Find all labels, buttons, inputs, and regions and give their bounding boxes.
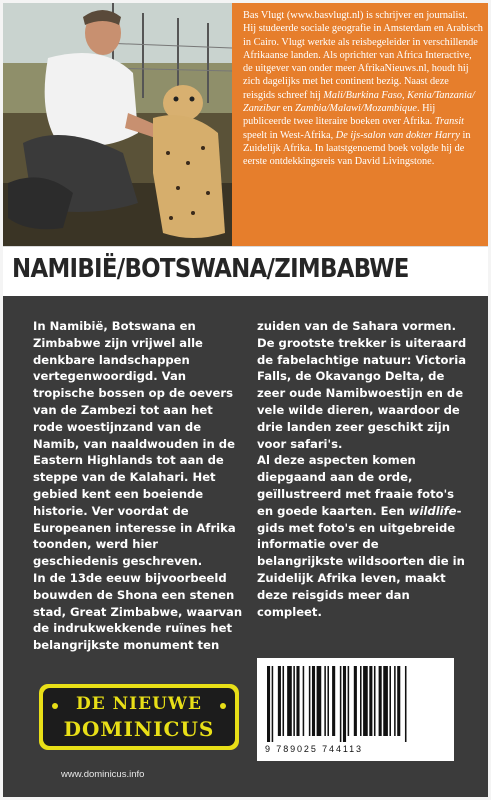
- barcode-bar: [327, 666, 329, 736]
- author-with-cheetah-illustration: [3, 3, 232, 246]
- description-right-text-a: Al deze aspecten komen diepgaand aan de orde, geïllustreerd met fraaie foto's en goede kaarten. Een: [257, 453, 455, 518]
- description-right-column: [257, 318, 467, 620]
- publisher-logo-line-1: DE NIEUWE: [76, 694, 202, 714]
- book-title: NAMIBIË/BOTSWANA/ZIMBABWE: [12, 254, 409, 284]
- barcode-bar: [379, 666, 382, 736]
- barcode-bar: [369, 666, 372, 736]
- barcode-bars: [267, 666, 444, 742]
- title-band: [3, 246, 488, 297]
- description-right-text-b: -gids met foto's en uitgebreide informatie over de belangrijkste wildsoorten die in Zuidelijk Afrika leven, maakt deze reisgids meer dan compleet.: [257, 503, 465, 619]
- description-right-paragraph-1: zuiden van de Sahara vormen. De grootste trekker is uiteraard de fabelachtige natuur: Victoria Falls, de Okavango Delta, de zeer oude Namibwoestijn en de vele wilde dieren, waardoor de drie landen zeer geschikt zijn voor safari's.: [257, 319, 467, 451]
- barcode-bar: [296, 666, 299, 736]
- barcode-bar: [283, 666, 285, 736]
- bio-text-4: speelt in West-Afrika,: [243, 129, 336, 141]
- barcode-bar: [348, 666, 350, 736]
- author-photo: [3, 3, 232, 246]
- barcode-bar: [317, 666, 322, 736]
- barcode-bar: [309, 666, 311, 736]
- barcode-bar: [397, 666, 400, 736]
- barcode-bar: [324, 666, 326, 736]
- bio-italic-2: Zambia/Malawi/Mozambique: [295, 103, 417, 115]
- description-right-italic: wildlife: [408, 503, 457, 518]
- description-left-paragraph-2: In de 13de eeuw bijvoorbeeld bouwden de Shona een stenen stad, Great Zimbabwe, waarvan de indrukwekkende ruïnes het belangrijkste monument ten: [33, 570, 243, 653]
- publisher-logo-line-2: DOMINICUS: [63, 717, 215, 741]
- barcode-number: 9 789025 744113: [265, 744, 363, 754]
- barcode-bar: [394, 666, 396, 736]
- barcode-bar: [312, 666, 315, 736]
- description-panel: [3, 296, 488, 797]
- author-bio-text: [243, 9, 483, 169]
- barcode-bar: [332, 666, 335, 736]
- barcode: [257, 658, 454, 761]
- publisher-logo-inner: [43, 688, 235, 746]
- barcode-bar: [293, 666, 295, 736]
- barcode-bar: [278, 666, 281, 736]
- barcode-bar: [287, 666, 292, 736]
- bio-italic-1: Mali/Burkina Faso, Kenia/Tanzania/ Zanzibar: [243, 89, 475, 115]
- description-right-paragraph-2: [257, 452, 467, 620]
- description-left-paragraph-1: In Namibië, Botswana en Zimbabwe zijn vrijwel alle denkbare landschappen vertegenwoordigd. Van tropische bossen op de oevers van de Zambezi tot aan het rode woestijnzand van de Namib, van naaldwouden in de Eastern Highlands tot aan de steppe van de Kalahari. Het gebied kent een boeiende historie. Ver voordat de Europeanen interesse in Afrika toonden, werd hier geschiedenis geschreven.: [33, 319, 236, 569]
- publisher-url: www.dominicus.info: [61, 769, 145, 780]
- bio-text-2: en: [280, 103, 296, 115]
- bio-text-1: Bas Vlugt (www.basvlugt.nl) is schrijver en journalist. Hij studeerde sociale geografie in Amsterdam en Arabisch in Cairo. Vlugt werkte als reisbegeleider in verschillende Afrikaanse landen. Als oprichter van Africa Interactive, de uitgever van onder meer AfrikaNieuws.nl, houdt hij zich dagelijks met het continent bezig. Naast deze reisgids schreef hij: [243, 10, 483, 101]
- barcode-bar: [354, 666, 357, 736]
- bio-text-3: . Hij publiceerde twee literaire boeken over Afrika.: [243, 103, 436, 128]
- barcode-bar: [405, 666, 407, 742]
- description-left-column: [33, 318, 243, 654]
- barcode-bar: [303, 666, 305, 736]
- barcode-bar: [374, 666, 376, 736]
- barcode-bar: [389, 666, 391, 736]
- barcode-bar: [363, 666, 368, 736]
- barcode-bar: [340, 666, 342, 742]
- barcode-bar: [272, 666, 274, 742]
- barcode-bar: [383, 666, 388, 736]
- bio-italic-3: Transit: [434, 116, 465, 128]
- bio-italic-4: De ijs-salon van dokter Harry: [335, 129, 460, 141]
- bio-text-5: in Zuidelijk Afrika. In laatstgenoemd boek volgde hij de eerste ontdekkingsreis van David Livingstone.: [243, 129, 471, 168]
- barcode-bar: [343, 666, 346, 742]
- author-bio-panel: [232, 3, 488, 246]
- barcode-bar: [360, 666, 362, 736]
- barcode-bar: [267, 666, 270, 742]
- publisher-logo: [39, 684, 239, 750]
